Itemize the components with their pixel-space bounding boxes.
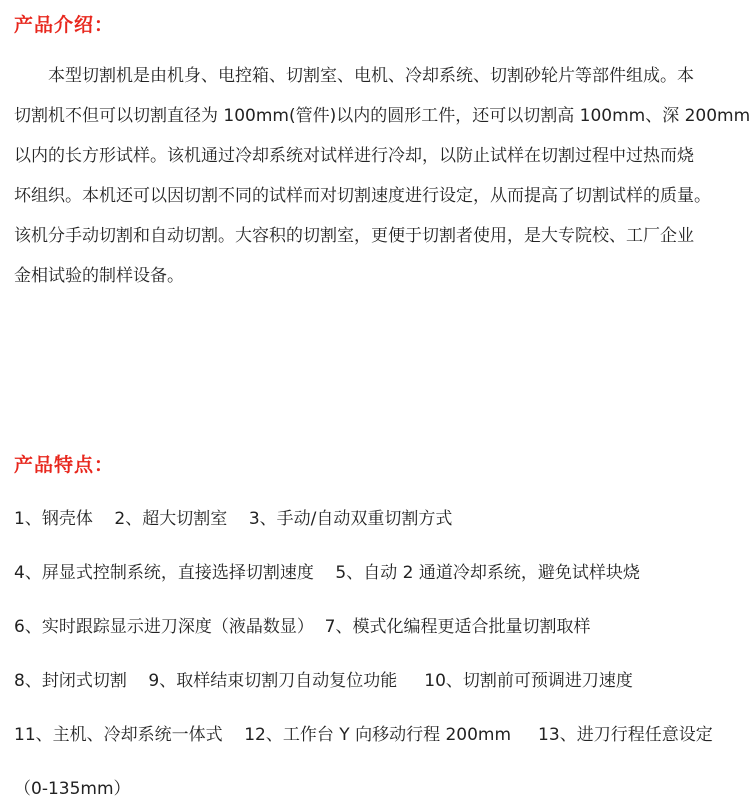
intro-line: 金相试验的制样设备。 xyxy=(14,266,184,286)
intro-line: 坏组织。本机还可以因切割不同的试样而对切割速度进行设定，从而提高了切割试样的质量。 xyxy=(14,186,711,206)
intro-line: 以内的长方形试样。该机通过冷却系统对试样进行冷却，以防止试样在切割过程中过热而烧 xyxy=(14,146,694,166)
features-heading: 产品特点： xyxy=(14,454,115,476)
intro-heading: 产品介绍： xyxy=(14,14,115,36)
intro-paragraph xyxy=(14,56,750,296)
feature-row: 8、封闭式切割 9、取样结束切割刀自动复位功能 10、切割前可预调进刀速度 xyxy=(14,671,633,691)
feature-row: 6、实时跟踪显示进刀深度（液晶数显） 7、模式化编程更适合批量切割取样 xyxy=(14,617,591,637)
intro-line: 该机分手动切割和自动切割。大容积的切割室，更便于切割者使用，是大专院校、工厂企业 xyxy=(14,226,694,246)
intro-line: 切割机不但可以切割直径为 100mm(管件)以内的圆形工件，还可以切割高 100mm、深 200mm xyxy=(14,106,750,126)
feature-row: 4、屏显式控制系统，直接选择切割速度 5、自动 2 通道冷却系统，避免试样块烧 xyxy=(14,563,640,583)
intro-line: 本型切割机是由机身、电控箱、切割室、电机、冷却系统、切割砂轮片等部件组成。本 xyxy=(48,66,694,86)
feature-row: 1、钢壳体 2、超大切割室 3、手动/自动双重切割方式 xyxy=(14,509,453,529)
feature-row: （0-135mm） xyxy=(14,779,131,799)
feature-row: 11、主机、冷却系统一体式 12、工作台 Y 向移动行程 200mm 13、进刀行程任意设定 xyxy=(14,725,713,745)
